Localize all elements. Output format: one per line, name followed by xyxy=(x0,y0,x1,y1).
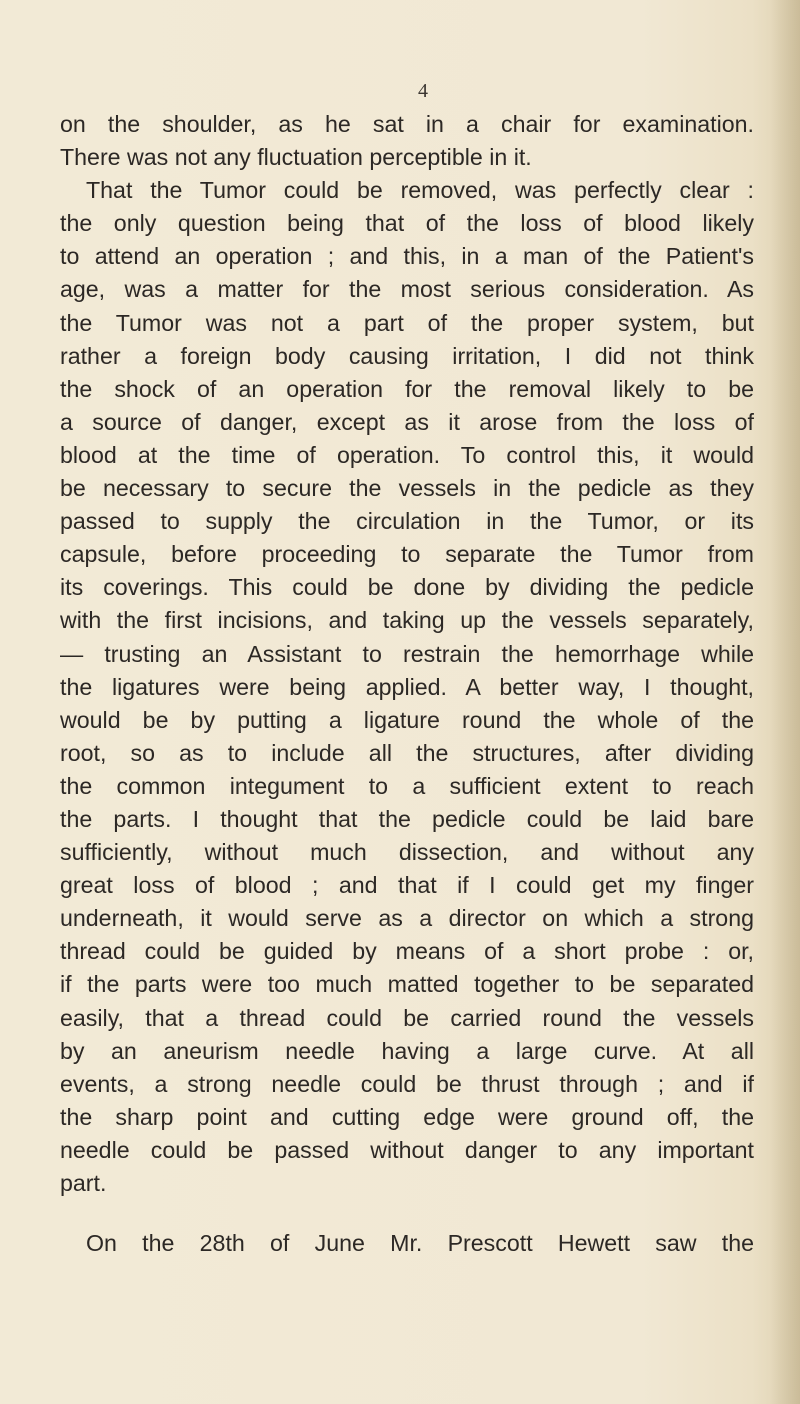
text-line: events, a strong needle could be thrust through ; and if xyxy=(60,1070,754,1097)
text-line: the ligatures were being applied. A better way, I thought, xyxy=(60,673,754,700)
text-line: with the first incisions, and taking up the vessels separately, xyxy=(60,607,754,634)
page-number: 4 xyxy=(418,80,428,102)
text-line: needle could be passed without danger to any important xyxy=(60,1136,754,1163)
text-line: the Tumor was not a part of the proper system, but xyxy=(60,309,754,336)
text-line: the common integument to a sufficient extent to reach xyxy=(60,772,754,799)
text-line: passed to supply the circulation in the Tumor, or its xyxy=(60,508,754,535)
text-line: the parts. I thought that the pedicle could be laid bare xyxy=(60,805,754,832)
text-line: There was not any fluctuation perceptible in it. xyxy=(60,144,532,171)
text-line: underneath, it would serve as a director on which a strong xyxy=(60,905,754,932)
paragraph-3 xyxy=(60,1227,754,1260)
text-line: That the Tumor could be removed, was perfectly clear : xyxy=(86,177,754,204)
paragraph-2 xyxy=(60,174,754,1200)
text-line: great loss of blood ; and that if I could get my finger xyxy=(60,872,754,899)
text-line: the only question being that of the loss of blood likely xyxy=(60,210,754,237)
text-line: a source of danger, except as it arose from the loss of xyxy=(60,408,754,435)
text-line: would be by putting a ligature round the whole of the xyxy=(60,706,754,733)
text-line: thread could be guided by means of a short probe : or, xyxy=(60,938,754,965)
text-line: blood at the time of operation. To control this, it would xyxy=(60,441,754,468)
text-line: on the shoulder, as he sat in a chair for examination. xyxy=(60,111,754,137)
text-line: by an aneurism needle having a large curve. At all xyxy=(60,1037,754,1064)
text-line: its coverings. This could be done by dividing the pedicle xyxy=(60,574,754,601)
text-line: the sharp point and cutting edge were ground off, the xyxy=(60,1103,754,1130)
text-line: sufficiently, without much dissection, and without any xyxy=(60,839,754,866)
text-line: On the 28th of June Mr. Prescott Hewett saw the xyxy=(86,1230,754,1257)
text-line: capsule, before proceeding to separate the Tumor from xyxy=(60,541,754,568)
paragraph-gap xyxy=(60,1200,754,1227)
text-line: to attend an operation ; and this, in a man of the Patient's xyxy=(60,243,754,270)
text-line: easily, that a thread could be carried round the vessels xyxy=(60,1004,754,1031)
page-edge-shadow xyxy=(770,0,800,1404)
text-line: part. xyxy=(60,1170,107,1196)
paragraph-1 xyxy=(60,108,754,174)
text-line: age, was a matter for the most serious consideration. As xyxy=(60,276,754,303)
text-line: rather a foreign body causing irritation, I did not think xyxy=(60,342,754,369)
text-line: if the parts were too much matted together to be separated xyxy=(60,971,754,998)
text-line: be necessary to secure the vessels in the pedicle as they xyxy=(60,475,754,502)
text-line: the shock of an operation for the removal likely to be xyxy=(60,375,754,402)
text-line: root, so as to include all the structures, after dividing xyxy=(60,739,754,766)
text-line: — trusting an Assistant to restrain the hemorrhage while xyxy=(60,640,754,667)
body-text xyxy=(60,108,754,1260)
